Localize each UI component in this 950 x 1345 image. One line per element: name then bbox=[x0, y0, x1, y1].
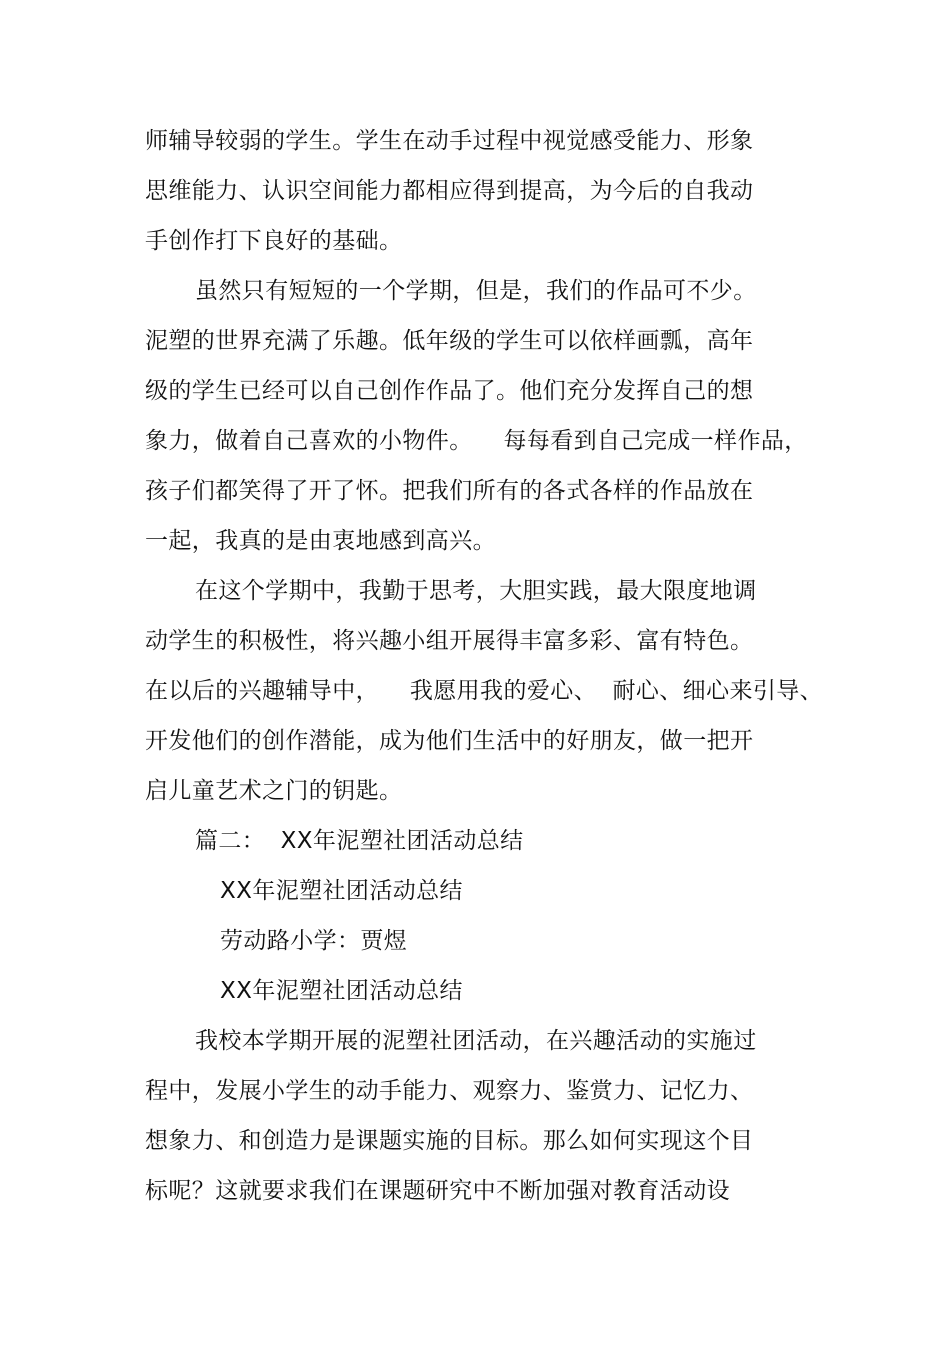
text-line: 级的学生已经可以自己创作作品了。他们充分发挥自己的想 bbox=[145, 378, 754, 404]
text-line: 孩子们都笑得了开了怀。把我们所有的各式各样的作品放在 bbox=[145, 478, 754, 504]
paragraph-start-line: 虽然只有短短的一个学期，但是，我们的作品可不少。 bbox=[195, 278, 757, 304]
text-line: 一起，我真的是由衷地感到高兴。 bbox=[145, 528, 496, 554]
paragraph-start-line: 我校本学期开展的泥塑社团活动，在兴趣活动的实施过 bbox=[195, 1028, 757, 1054]
text-line: 手创作打下良好的基础。 bbox=[145, 228, 403, 254]
text-line: 象力，做着自己喜欢的小物件。 每每看到自己完成一样作品， bbox=[145, 428, 808, 454]
text-line: 标呢？这就要求我们在课题研究中不断加强对教育活动设 bbox=[145, 1178, 730, 1204]
text-line: 动学生的积极性，将兴趣小组开展得丰富多彩、富有特色。 bbox=[145, 628, 754, 654]
section-heading: 篇二： XX年泥塑社团活动总结 bbox=[195, 828, 524, 854]
text-line: 开发他们的创作潜能，成为他们生活中的好朋友，做一把开 bbox=[145, 728, 754, 754]
text-line: 泥塑的世界充满了乐趣。低年级的学生可以依样画瓢，高年 bbox=[145, 328, 754, 354]
article-subtitle: XX年泥塑社团活动总结 bbox=[220, 978, 463, 1004]
paragraph-start-line: 在这个学期中，我勤于思考，大胆实践，最大限度地调 bbox=[195, 578, 757, 604]
text-line: 程中，发展小学生的动手能力、观察力、鉴赏力、记忆力、 bbox=[145, 1078, 754, 1104]
text-line: 师辅导较弱的学生。学生在动手过程中视觉感受能力、形象 bbox=[145, 128, 754, 154]
article-title: XX年泥塑社团活动总结 bbox=[220, 878, 463, 904]
text-line: 启儿童艺术之门的钥匙。 bbox=[145, 778, 403, 804]
text-line: 在以后的兴趣辅导中， 我愿用我的爱心、 耐心、细心来引导、 bbox=[145, 678, 824, 704]
author-line: 劳动路小学：贾煜 bbox=[220, 928, 408, 954]
text-line: 想象力、和创造力是课题实施的目标。那么如何实现这个目 bbox=[145, 1128, 754, 1154]
text-line: 思维能力、认识空间能力都相应得到提高，为今后的自我动 bbox=[145, 178, 754, 204]
